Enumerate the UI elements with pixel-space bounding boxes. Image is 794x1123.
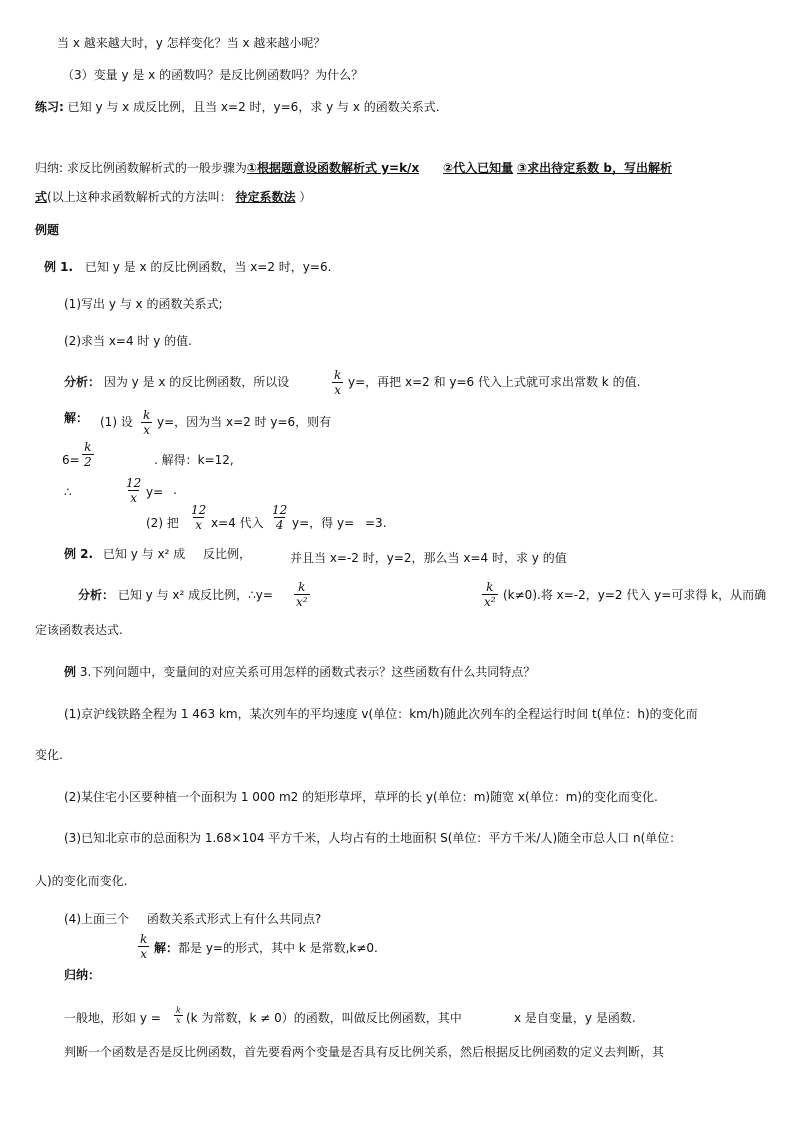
example-2-text-a: 已知 y 与 x² 成 <box>102 547 186 561</box>
example-3-question-1b: 变化. <box>35 748 63 762</box>
example-2-text-c: 并且当 x=-2 时，y=2，那么当 x=4 时，求 y 的值 <box>290 551 567 565</box>
fraction-k-over-x-squared <box>482 580 498 609</box>
last-line: 判断一个函数是否是反比例函数，首先要看两个变量是否具有反比例关系，然后根据反比例函数的定义去判断，其 <box>64 1045 665 1059</box>
example-2-analysis-a <box>78 587 273 603</box>
fraction-denominator: x <box>130 491 138 505</box>
example-1-title <box>44 259 331 275</box>
example-1-analysis-b: y=，再把 x=2 和 y=6 代入上式就可求出常数 k 的值. <box>348 375 641 389</box>
example-1-solution-label: 解： <box>64 411 89 425</box>
example-3-solution <box>154 940 378 956</box>
example-2-analysis-c: 定该函数表达式. <box>35 623 123 637</box>
summary-step-3: ③求出待定系数 b，写出解析 <box>517 161 672 175</box>
example-3-question-4b: 函数关系式形式上有什么共同点? <box>146 912 322 926</box>
fraction-denominator: x <box>195 518 203 532</box>
example-1-eq-result: . 解得：k=12, <box>154 453 234 467</box>
example-3-text: 3.下列问题中，变量间的对应关系可用怎样的函数式表示？这些函数有什么共同特点？ <box>79 665 536 679</box>
example-3-question-3b: 人)的变化而变化. <box>35 874 128 888</box>
example-1-label: 例 1. <box>44 260 74 274</box>
definition-text-c: x 是自变量，y 是函数. <box>514 1011 636 1025</box>
fraction-k-over-x-squared <box>294 580 310 609</box>
fraction-numerator: k <box>486 580 494 594</box>
example-1-analysis-a <box>64 374 289 390</box>
example-1-text: 已知 y 是 x 的反比例函数，当 x=2 时，y=6. <box>84 260 332 274</box>
fraction-12-over-x <box>189 503 208 532</box>
fraction-numerator: 12 <box>126 476 142 490</box>
example-3-question-1a: (1)京沪线铁路全程为 1 463 km，某次列车的平均速度 v(单位：km/h)随此次列车的全程运行时间 t(单位：h)的变化而 <box>64 707 698 721</box>
fraction-12-over-4 <box>270 503 289 532</box>
fraction-numerator: k <box>334 368 342 382</box>
summary-line2-b: (以上这种求函数解析式的方法叫： <box>47 190 232 204</box>
example-2-label: 例 2. <box>64 547 94 561</box>
example-3-solution-text: 都是 y=的形式，其中 k 是常数,k≠0. <box>178 941 378 955</box>
fraction-denominator: 2 <box>84 455 92 469</box>
fraction-denominator: 4 <box>275 518 284 532</box>
example-1-solution-1a: (1) 设 <box>100 415 133 429</box>
fraction-numerator: k <box>298 580 306 594</box>
therefore-symbol: ∴ <box>64 485 72 499</box>
example-1-solution-2b: x=4 代入 <box>211 516 264 530</box>
question-line-a: 当 x 越来越大时，y 怎样变化？当 x 越来越小呢？ <box>57 36 326 50</box>
summary-step-1: ①根据题意设函数解析式 y=k/x <box>246 161 420 175</box>
example-1-analysis-label: 分析： <box>64 375 101 389</box>
fraction-denominator: x <box>143 423 151 437</box>
example-2-analysis-label: 分析： <box>78 588 115 602</box>
example-1-question-1: (1)写出 y 与 x 的函数关系式; <box>64 297 223 311</box>
example-2-analysis-text-a: 已知 y 与 x² 成反比例，∴y= <box>117 588 273 602</box>
fraction-numerator: 12 <box>272 503 288 517</box>
fraction-k-over-x <box>332 368 343 397</box>
practice-label: 练习: <box>35 100 64 114</box>
fraction-k-over-x-small <box>174 1006 183 1025</box>
fraction-k-over-x <box>138 932 149 961</box>
example-1-solution-2c: y=，得 y= <box>292 516 355 530</box>
summary-line-1 <box>35 160 672 176</box>
examples-heading: 例题 <box>35 223 60 237</box>
example-3-question-4a: (4)上面三个 <box>64 912 129 926</box>
fraction-numerator: 12 <box>191 503 207 517</box>
definition-text-a: 一般地，形如 y = <box>64 1011 161 1025</box>
example-3-solution-label: 解： <box>154 941 179 955</box>
summary-line2-c: ） <box>299 190 312 204</box>
fraction-numerator: k <box>140 932 148 946</box>
question-3: （3）变量 y 是 x 的函数吗？是反比例函数吗？为什么？ <box>62 68 364 82</box>
summary-step-2: ②代入已知量 <box>443 161 514 175</box>
example-2-title <box>64 546 251 562</box>
example-2-analysis-b: (k≠0).将 x=-2，y=2 代入 y=可求得 k，从而确 <box>503 588 767 602</box>
example-3-title <box>64 664 535 680</box>
example-1-dot: . <box>173 483 177 497</box>
fraction-numerator: k <box>143 408 151 422</box>
fraction-denominator: x <box>176 1016 181 1025</box>
fraction-denominator: x² <box>296 595 308 609</box>
example-1-question-2: (2)求当 x=4 时 y 的值. <box>64 334 192 348</box>
example-1-eq-left: 6= <box>62 453 80 467</box>
example-1-solution-2a: (2) 把 <box>146 516 179 530</box>
fraction-denominator: x <box>140 947 148 961</box>
example-1-analysis-text-a: 因为 y 是 x 的反比例函数，所以设 <box>103 375 290 389</box>
example-3-question-4 <box>64 911 321 927</box>
example-1-solution-1b: y=，因为当 x=2 时 y=6，则有 <box>157 415 332 429</box>
fraction-12-over-x <box>124 476 143 505</box>
fraction-numerator: k <box>176 1006 181 1015</box>
summary-prefix: 归纳: 求反比例函数解析式的一般步骤为 <box>35 161 247 175</box>
conclusion-label: 归纳： <box>64 968 101 982</box>
example-3-label: 例 <box>64 665 77 679</box>
summary-line2-a: 式 <box>35 190 48 204</box>
fraction-numerator: k <box>84 440 92 454</box>
fraction-k-over-x <box>141 408 152 437</box>
example-2-text-b: 反比例， <box>203 547 252 561</box>
example-1-y-eq: y= <box>146 485 164 499</box>
fraction-denominator: x <box>334 383 342 397</box>
summary-line-2 <box>35 189 311 205</box>
practice-line <box>35 99 440 115</box>
summary-method: 待定系数法 <box>235 190 296 204</box>
example-3-question-3a: (3)已知北京市的总面积为 1.68×104 平方千米，人均占有的土地面积 S(单位：平方千米/人)随全市总人口 n(单位： <box>64 831 682 845</box>
example-3-question-2: (2)某住宅小区要种植一个面积为 1 000 m2 的矩形草坪，草坪的长 y(单位：m)随宽 x(单位：m)的变化而变化. <box>64 790 658 804</box>
example-1-solution-2d: =3. <box>365 516 387 530</box>
practice-text: 已知 y 与 x 成反比例，且当 x=2 时，y=6，求 y 与 x 的函数关系式. <box>67 100 440 114</box>
fraction-k-over-2 <box>82 440 94 469</box>
fraction-denominator: x² <box>484 595 496 609</box>
definition-text-b: (k 为常数，k ≠ 0）的函数，叫做反比例函数，其中 <box>186 1011 462 1025</box>
